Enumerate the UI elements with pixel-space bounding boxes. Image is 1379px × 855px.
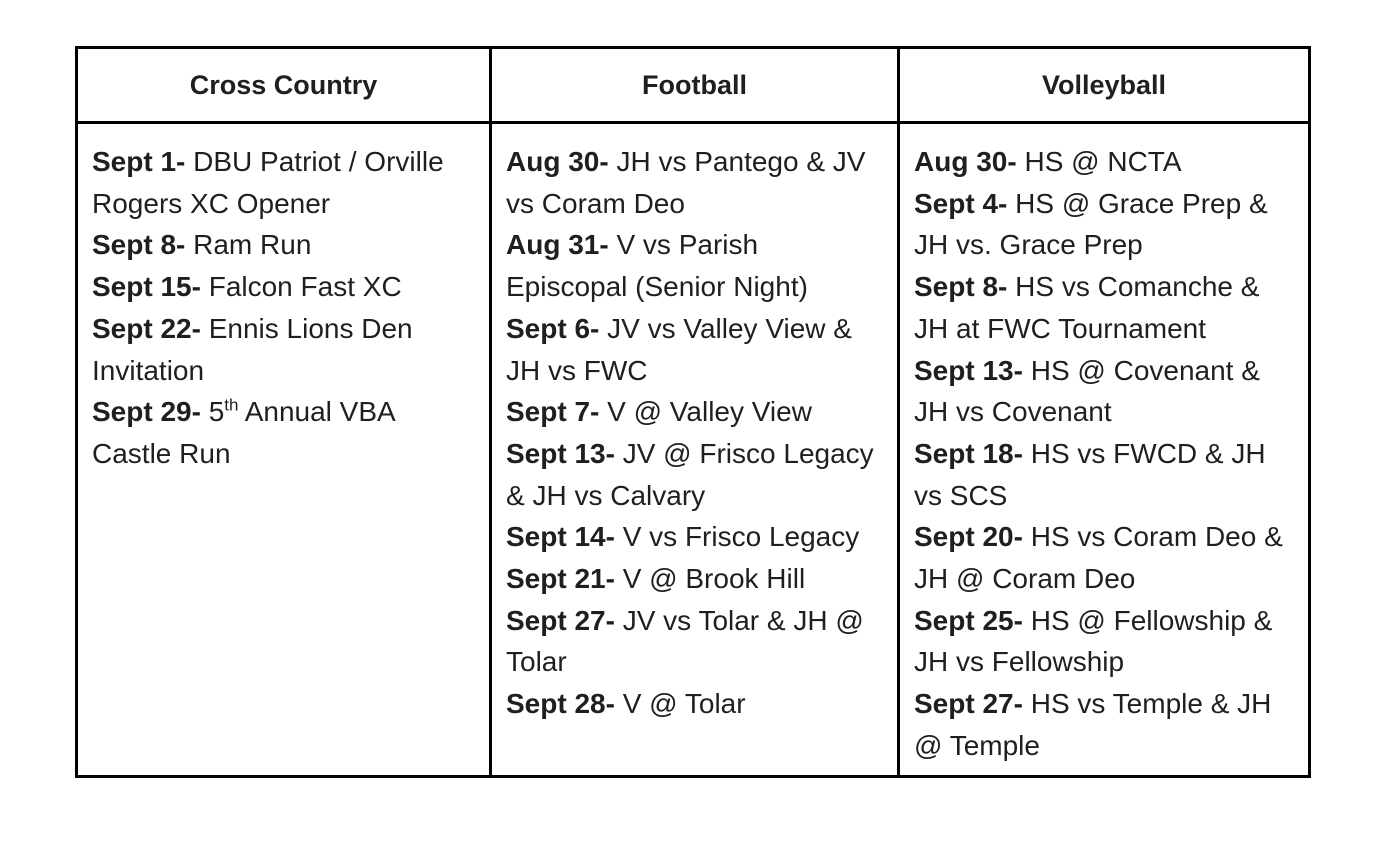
ordinal-suffix: th (224, 395, 239, 415)
entry-text: Ram Run (185, 229, 312, 261)
entry-text: HS @ Covenant & JH vs Covenant (914, 354, 1260, 428)
entry-date: Sept 29- (92, 396, 201, 428)
entry-date: Sept 4- (914, 187, 1008, 219)
entry-text: V @ Brook Hill (614, 563, 806, 595)
entry-text: V @ Valley View (599, 396, 812, 428)
volleyball-entry (914, 266, 1296, 349)
football-entry (506, 683, 885, 725)
entry-date: Sept 8- (914, 271, 1008, 303)
volleyball-entry (914, 350, 1296, 433)
entry-date: Aug 30- (914, 146, 1017, 177)
entry-text: DBU Patriot / Orville Rogers XC Opener (92, 146, 444, 219)
entry-date: Sept 28- (506, 688, 615, 720)
entry-date: Sept 13- (914, 354, 1023, 386)
entry-text: HS vs FWCD & JH vs SCS (914, 437, 1266, 511)
volleyball-entry (914, 516, 1296, 599)
entry-date: Sept 21- (506, 563, 615, 595)
entry-text: Annual VBA Castle Run (92, 396, 395, 469)
cross-country-entry (92, 391, 477, 474)
sports-schedule-table (75, 46, 1311, 778)
schedule-row (77, 123, 1310, 777)
header-football: Football (491, 48, 899, 123)
cross-country-cell (77, 123, 491, 777)
entry-text: V @ Tolar (614, 688, 746, 720)
entry-date: Sept 25- (914, 604, 1023, 636)
football-entry (506, 558, 885, 600)
football-entry (506, 224, 885, 307)
cross-country-entry (92, 224, 477, 266)
entry-date: Sept 18- (914, 437, 1023, 469)
entry-date: Sept 6- (506, 312, 600, 344)
entry-text: V vs Frisco Legacy (614, 521, 860, 553)
cross-country-entry (92, 141, 477, 224)
entry-date: Sept 7- (506, 396, 600, 428)
header-volleyball: Volleyball (899, 48, 1310, 123)
football-entry (506, 391, 885, 433)
header-cross-country: Cross Country (77, 48, 491, 123)
entry-text: HS vs Coram Deo & JH @ Coram Deo (914, 521, 1283, 595)
entry-text: HS @ NCTA (1016, 146, 1182, 177)
entry-text: V vs Parish Episcopal (Senior Night) (506, 229, 808, 303)
volleyball-entry (914, 433, 1296, 516)
entry-text: Ennis Lions Den Invitation (92, 312, 413, 386)
volleyball-entry (914, 183, 1296, 266)
entry-text: JH vs Pantego & JV vs Coram Deo (506, 146, 866, 219)
entry-text: HS vs Temple & JH @ Temple (914, 688, 1272, 761)
volleyball-cell (899, 123, 1310, 777)
football-entry (506, 516, 885, 558)
football-entry (506, 141, 885, 224)
entry-date: Sept 13- (506, 437, 615, 469)
entry-date: Sept 15- (92, 271, 201, 303)
entry-date: Sept 20- (914, 521, 1023, 553)
entry-text: JV @ Frisco Legacy & JH vs Calvary (506, 437, 874, 511)
football-entry (506, 600, 885, 683)
entry-text: 5 (200, 396, 225, 428)
entry-text: HS @ Fellowship & JH vs Fellowship (914, 604, 1273, 678)
entry-date: Sept 27- (914, 688, 1023, 720)
header-row (77, 48, 1310, 123)
entry-date: Sept 27- (506, 604, 615, 636)
entry-text: Falcon Fast XC (200, 271, 402, 303)
cross-country-entry (92, 308, 477, 391)
entry-date: Sept 22- (92, 312, 201, 344)
entry-text: JV vs Tolar & JH @ Tolar (506, 604, 864, 678)
football-entry (506, 308, 885, 391)
entry-date: Sept 1- (92, 146, 186, 177)
football-entry (506, 433, 885, 516)
entry-date: Sept 14- (506, 521, 615, 553)
volleyball-entry (914, 683, 1296, 766)
football-cell (491, 123, 899, 777)
entry-date: Aug 30- (506, 146, 609, 177)
entry-text: HS @ Grace Prep & JH vs. Grace Prep (914, 187, 1268, 261)
cross-country-entry (92, 266, 477, 308)
volleyball-entry (914, 600, 1296, 683)
entry-date: Sept 8- (92, 229, 186, 261)
entry-text: JV vs Valley View & JH vs FWC (506, 312, 852, 386)
volleyball-entry (914, 141, 1296, 183)
entry-text: HS vs Comanche & JH at FWC Tournament (914, 271, 1260, 344)
entry-date: Aug 31- (506, 229, 609, 261)
